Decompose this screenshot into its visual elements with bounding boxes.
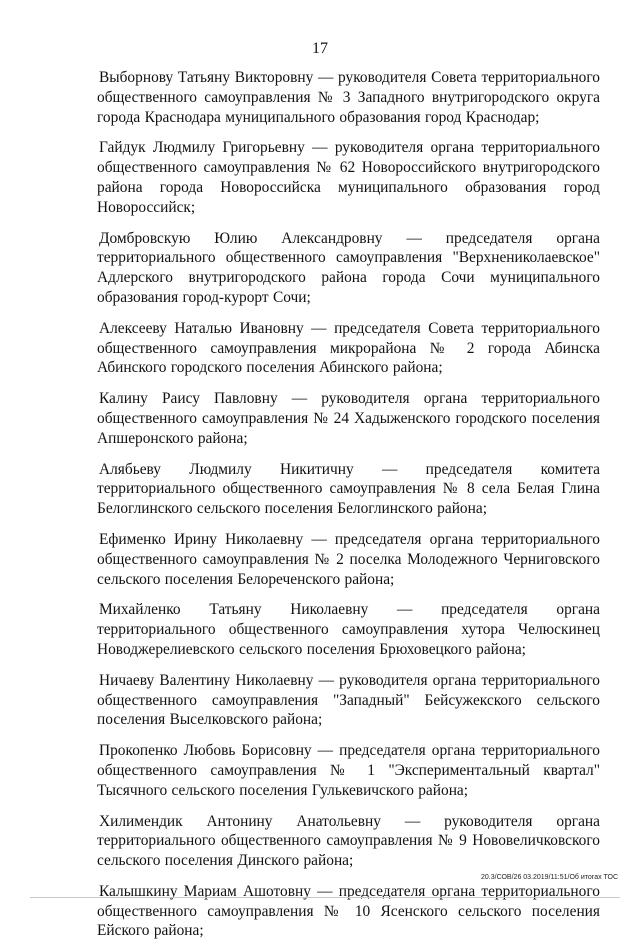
list-item: Алексееву Наталью Ивановну — председателя Совета территориального общественного самоуправления микрорайона № 2 города Абинска Абинского городского поселения Абинского района; — [97, 319, 600, 377]
footer-code: 20.3/СОВ/26 03.2019/11:51/Об итогах ТОС — [481, 874, 618, 881]
bottom-divider — [30, 897, 620, 898]
list-item: Калышкину Мариам Ашотовну — председателя органа территориального общественного самоуправления № 10 Ясенского сельского поселения Ейского района; — [97, 882, 600, 940]
list-item: Алябьеву Людмилу Никитичну — председателя комитета территориального общественного самоуправления № 8 села Белая Глина Белоглинского сельского поселения Белоглинского района; — [97, 460, 600, 518]
list-item: Прокопенко Любовь Борисовну — председателя органа территориального общественного самоуправления № 1 "Экспериментальный квартал" Тысячного сельского поселения Гулькевичского района; — [97, 742, 600, 799]
list-item: Ничаеву Валентину Николаевну — руководителя органа территориального общественного самоуправления "Западный" Бейсужекского сельского поселения Выселковского района; — [97, 671, 600, 729]
entries-list — [97, 68, 600, 952]
list-item: Домбровскую Юлию Александровну — председателя органа территориального общественного самоуправления "Верхнениколаевское" Адлерского внутригородского района города Сочи муниципального образования город-курорт Сочи; — [97, 229, 600, 306]
list-item: Михайленко Татьяну Николаевну — председателя органа территориального общественного самоуправления хутора Челюскинец Новоджерелиевского сельского поселения Брюховецкого района; — [97, 601, 600, 658]
page-number: 17 — [312, 40, 328, 57]
list-item: Ефименко Ирину Николаевну — председателя органа территориального общественного самоуправления № 2 поселка Молодежного Черниговского сельского поселения Белореченского района; — [97, 530, 600, 588]
list-item: Выборнову Татьяну Викторовну — руководителя Совета территориального общественного самоуправления № 3 Западного внутригородского округа города Краснодара муниципального образования город Краснодар; — [97, 69, 600, 126]
list-item: Гайдук Людмилу Григорьевну — руководителя органа территориального общественного самоуправления № 62 Новороссийского внутригородского района города Новороссийска муниципального образования город Новороссийск; — [97, 139, 600, 216]
list-item: Хилимендик Антонину Анатольевну — руководителя органа территориального общественного самоуправления № 9 Нововеличковского сельского поселения Динского района; — [97, 812, 600, 870]
list-item: Калину Раису Павловну — руководителя органа территориального общественного самоуправления № 24 Хадыженского городского поселения Апшеронского района; — [97, 390, 600, 447]
